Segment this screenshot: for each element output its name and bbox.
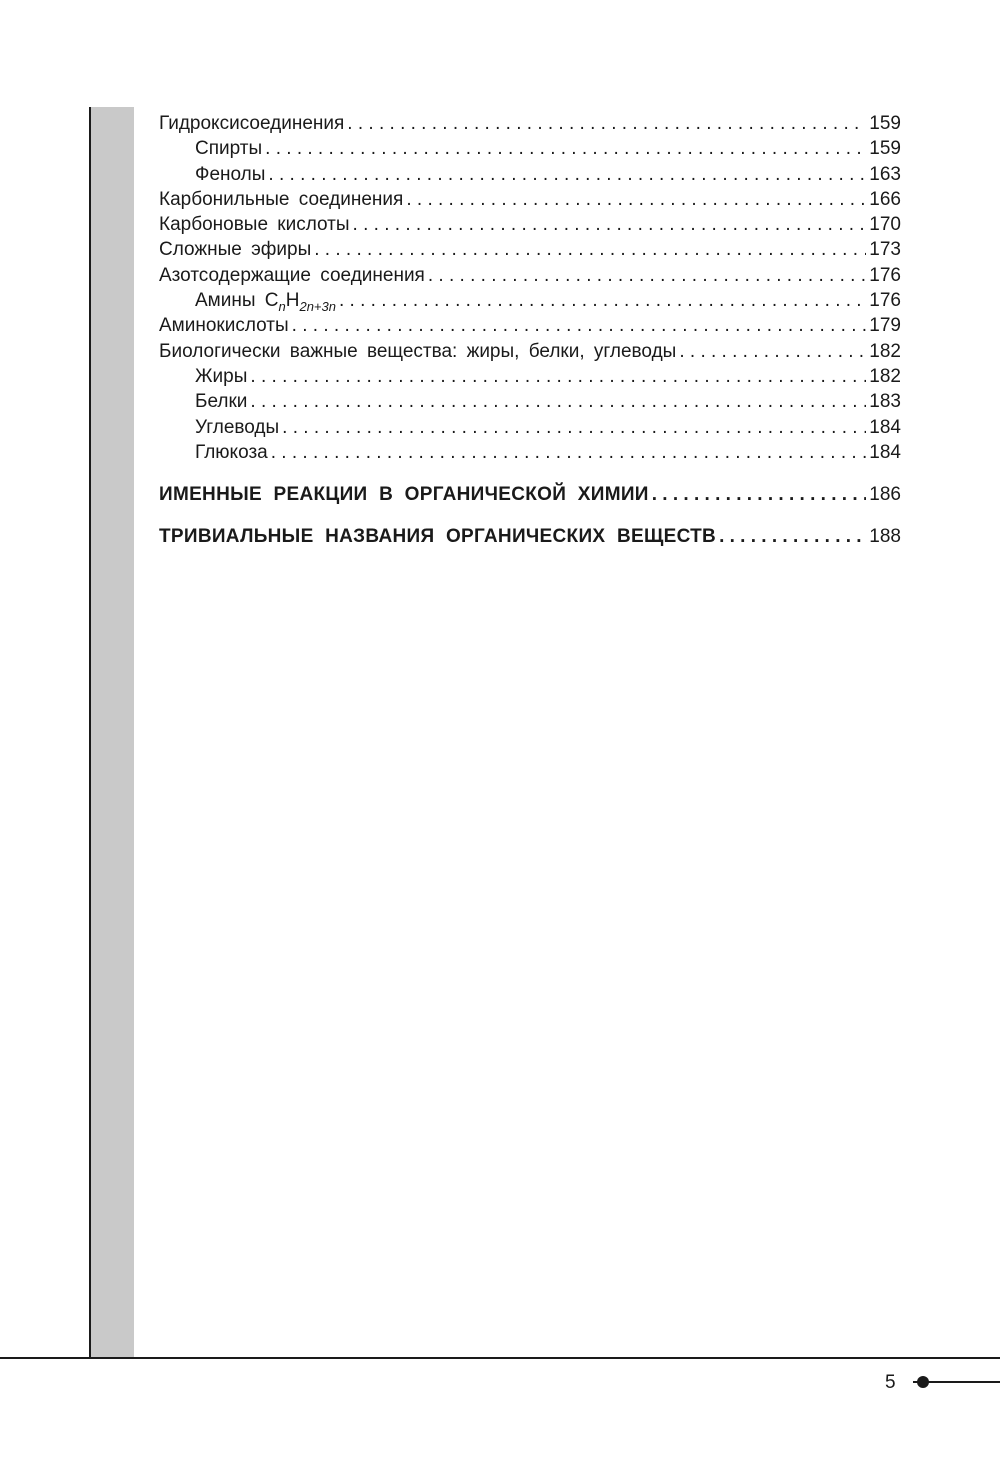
leader-dots	[265, 136, 866, 161]
leader-dots	[679, 339, 866, 364]
toc-entry[interactable]	[159, 364, 901, 389]
toc-entry-page: 170	[869, 214, 901, 236]
toc-entry-page: 182	[869, 365, 901, 387]
toc-entry-page: 184	[869, 441, 901, 463]
toc-major-title: ИМЕННЫЕ РЕАКЦИИ В ОРГАНИЧЕСКОЙ ХИМИИ	[159, 484, 649, 506]
toc-entry-page: 173	[869, 239, 901, 261]
toc-entry[interactable]	[159, 237, 901, 262]
toc-entry-title	[159, 288, 336, 313]
toc-entry-title: Фенолы	[195, 163, 266, 185]
toc-entry-title: Азотсодержащие соединения	[159, 264, 425, 286]
leader-dots	[268, 162, 866, 187]
toc-entry-title: Биологически важные вещества: жиры, белки, углеводы	[159, 340, 677, 362]
formula-subscript: 2n+3n	[299, 299, 336, 315]
leader-dots	[271, 440, 867, 465]
toc-entry[interactable]	[159, 212, 901, 237]
toc-entry[interactable]	[159, 440, 901, 465]
toc-entry-title: Карбоновые кислоты	[159, 214, 350, 236]
formula-prefix: Амины C	[195, 290, 279, 312]
toc-entry-title: Спирты	[195, 138, 263, 160]
toc-entry[interactable]	[159, 136, 901, 161]
toc-entry-title: Белки	[195, 391, 248, 413]
leader-dots	[347, 111, 866, 136]
sidebar-bar	[89, 107, 134, 1359]
leader-dots	[292, 313, 867, 338]
leader-dots	[406, 187, 866, 212]
toc-entry-page: 166	[869, 188, 901, 210]
leader-dots	[314, 237, 866, 262]
leader-dots	[428, 263, 866, 288]
footer-rule	[0, 1357, 1000, 1359]
leader-dots	[353, 212, 867, 237]
toc-entry-title: Глюкоза	[195, 441, 268, 463]
formula-element: H	[285, 290, 300, 312]
toc-major-entry[interactable]	[159, 482, 901, 507]
toc-entry-title: Гидроксисоединения	[159, 113, 345, 134]
toc-entry-page: 176	[869, 264, 901, 286]
toc-entry[interactable]	[159, 415, 901, 440]
toc-entry[interactable]	[159, 389, 901, 414]
leader-dots	[652, 482, 867, 507]
toc-entry-page: 182	[869, 340, 901, 362]
toc-major-page: 188	[869, 526, 901, 548]
formula-subscript: n	[278, 299, 286, 315]
leader-dots	[339, 288, 866, 313]
toc-major-title: ТРИВИАЛЬНЫЕ НАЗВАНИЯ ОРГАНИЧЕСКИХ ВЕЩЕСТВ	[159, 526, 717, 548]
toc-entry-page: 176	[869, 290, 901, 312]
toc-entry-page: 159	[869, 113, 901, 134]
toc-entry-title: Аминокислоты	[159, 315, 289, 337]
toc-entry[interactable]	[159, 263, 901, 288]
toc-entry-page: 183	[869, 391, 901, 413]
page-number: 5	[885, 1372, 896, 1393]
toc-entry-title: Сложные эфиры	[159, 239, 312, 261]
toc-entry-title: Углеводы	[195, 416, 280, 438]
toc-entry-page: 159	[869, 138, 901, 160]
leader-dots	[250, 364, 866, 389]
toc-entry-page: 179	[869, 315, 901, 337]
toc-entry[interactable]	[159, 162, 901, 187]
table-of-contents	[159, 111, 901, 549]
toc-entry[interactable]	[159, 339, 901, 364]
leader-dots	[282, 415, 866, 440]
toc-entry-page: 163	[869, 163, 901, 185]
toc-entry[interactable]	[159, 288, 901, 313]
toc-entry-title: Жиры	[195, 365, 248, 387]
toc-entry[interactable]	[159, 187, 901, 212]
toc-major-page: 186	[869, 484, 901, 506]
toc-major-entry[interactable]	[159, 524, 901, 549]
toc-entry-page: 184	[869, 416, 901, 438]
leader-dots	[250, 389, 866, 414]
toc-entry-title: Карбонильные соединения	[159, 188, 404, 210]
leader-dots	[719, 524, 866, 549]
toc-entry[interactable]	[159, 111, 901, 136]
toc-entry[interactable]	[159, 313, 901, 338]
page-marker-dot-icon	[917, 1376, 929, 1388]
